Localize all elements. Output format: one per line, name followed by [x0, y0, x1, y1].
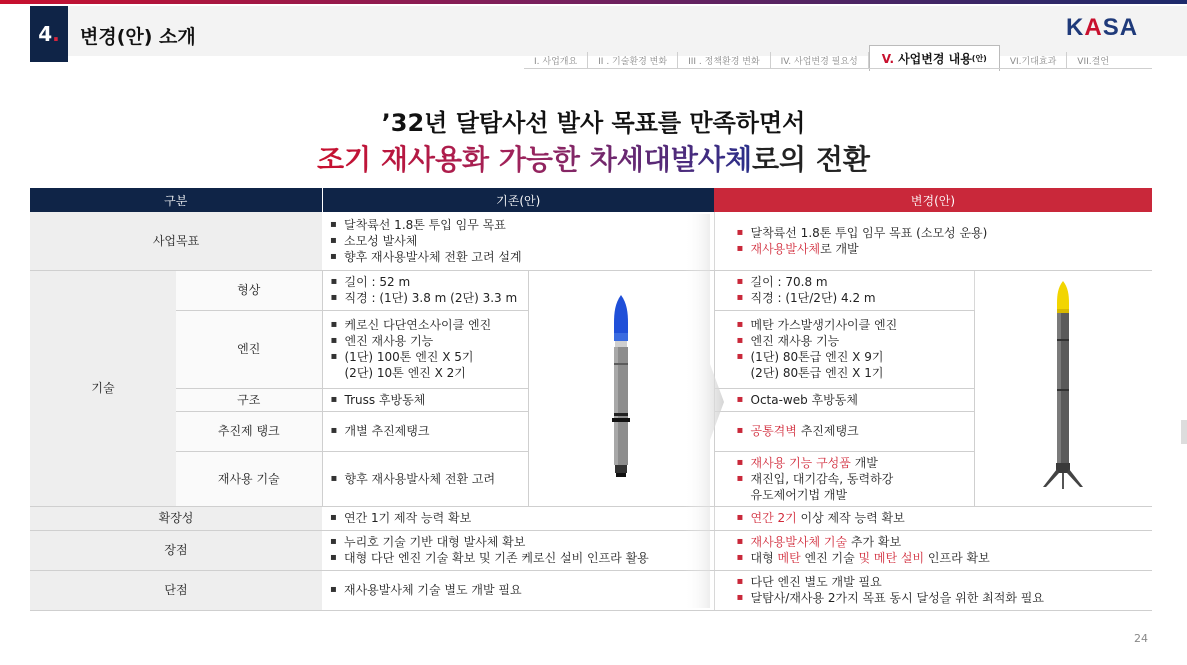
cons-changed-2: ▪ 달탐사/재사용 2가지 목표 동시 달성을 위한 최적화 필요 [737, 590, 1145, 606]
reuse-changed-1: ▪ 재사용 기능 구성품 개발 [737, 455, 966, 471]
structure-existing-1: ▪ Truss 후방동체 [331, 392, 520, 408]
goal-existing-2: ▪ 소모성 발사체 [330, 233, 706, 249]
engine-changed [714, 310, 974, 388]
headline-line1: ’32년 달탐사선 발사 목표를 만족하면서 [381, 109, 806, 137]
section-title: 변경(안) 소개 [80, 26, 196, 48]
row-shape [30, 270, 1152, 310]
goal-existing [322, 212, 714, 270]
reuse-existing-1: ▪ 향후 재사용발사체 전환 고려 [331, 471, 520, 487]
expand-changed [714, 506, 1152, 530]
structure-changed-1: ▪ Octa-web 후방동체 [737, 392, 966, 408]
expand-existing-1: ▪ 연간 1기 제작 능력 확보 [330, 510, 706, 526]
label-reuse: 재사용 기술 [176, 451, 322, 506]
structure-existing [322, 388, 528, 411]
nav-item-4[interactable]: IV. 사업변경 필요성 [771, 52, 869, 68]
label-structure: 구조 [176, 388, 322, 411]
goal-existing-3: ▪ 향후 재사용발사체 전환 고려 설계 [330, 249, 706, 265]
changed-rocket-image [974, 270, 1152, 506]
label-tank: 추진제 탱크 [176, 411, 322, 451]
expand-changed-1: ▪ 연간 2기 이상 제작 능력 확보 [737, 510, 1145, 526]
label-pros: 장점 [30, 530, 322, 570]
existing-rocket-image [528, 270, 714, 506]
kasa-logo: KASA [1066, 14, 1139, 41]
scroll-edge-mark [1181, 420, 1187, 444]
nav-item-7[interactable]: VII.결언 [1077, 56, 1110, 67]
engine-existing-extra: (2단) 10톤 엔진 X 2기 [344, 366, 466, 380]
goal-changed-1: ▪ 달착륙선 1.8톤 투입 임무 목표 (소모성 운용) [737, 225, 1145, 241]
shape-existing [322, 270, 528, 310]
top-accent-line [0, 0, 1187, 4]
tank-changed [714, 411, 974, 451]
engine-changed-2: ▪ 엔진 재사용 기능 [737, 333, 966, 349]
pros-existing-1: ▪ 누리호 기술 기반 대형 발사체 확보 [330, 534, 706, 550]
engine-changed-1: ▪ 메탄 가스발생기사이클 엔진 [737, 317, 966, 333]
shape-changed [714, 270, 974, 310]
label-tech: 기술 [30, 270, 176, 506]
label-cons: 단점 [30, 570, 322, 610]
pros-changed-2: ▪ 대형 메탄 엔진 기술 및 메탄 설비 인프라 확보 [737, 550, 1145, 566]
nav-item-6[interactable]: VI.기대효과 [1000, 52, 1067, 68]
engine-existing-1: ▪ 케로신 다단연소사이클 엔진 [331, 317, 520, 333]
tank-changed-1: ▪ 공통격벽 추진제탱크 [737, 423, 966, 439]
engine-existing [322, 310, 528, 388]
goal-existing-1: ▪ 달착륙선 1.8톤 투입 임무 목표 [330, 217, 706, 233]
reuse-existing [322, 451, 528, 506]
row-pros [30, 530, 1152, 570]
expand-existing [322, 506, 714, 530]
comparison-table [30, 188, 1152, 611]
nav-item-1[interactable]: I. 사업개요 [524, 52, 588, 68]
nav-item-3[interactable]: III . 정책환경 변화 [678, 52, 771, 68]
label-shape: 형상 [176, 270, 322, 310]
engine-changed-3: ▪ (1단) 80톤급 엔진 X 9기 [737, 349, 966, 365]
pros-changed [714, 530, 1152, 570]
page-number: 24 [1134, 632, 1148, 645]
shape-existing-1: ▪ 길이 : 52 m [331, 274, 520, 290]
goal-changed [714, 212, 1152, 270]
cons-changed-1: ▪ 다단 엔진 별도 개발 필요 [737, 574, 1145, 590]
engine-existing-2: ▪ 엔진 재사용 기능 [331, 333, 520, 349]
reuse-changed [714, 451, 974, 506]
changed-rocket-icon [1033, 279, 1093, 493]
header-existing: 기존(안) [322, 188, 714, 212]
shape-changed-2: ▪ 직경 : (1단/2단) 4.2 m [737, 290, 966, 306]
section-number-badge: 4 . [30, 6, 68, 62]
pros-changed-1: ▪ 재사용발사체 기술 추가 확보 [737, 534, 1145, 550]
nav-item-2[interactable]: II . 기술환경 변화 [588, 52, 678, 68]
cons-existing [322, 570, 714, 610]
header-category: 구분 [30, 188, 322, 212]
label-goal: 사업목표 [30, 212, 322, 270]
label-expand: 확장성 [30, 506, 322, 530]
nav-underline [524, 68, 1152, 69]
existing-rocket-icon [601, 293, 641, 479]
engine-changed-extra: (2단) 80톤급 엔진 X 1기 [750, 366, 884, 380]
shape-existing-2: ▪ 직경 : (1단) 3.8 m (2단) 3.3 m [331, 290, 520, 306]
row-cons [30, 570, 1152, 610]
goal-changed-2: ▪ 재사용발사체로 개발 [737, 241, 1145, 257]
structure-changed [714, 388, 974, 411]
shape-changed-1: ▪ 길이 : 70.8 m [737, 274, 966, 290]
pros-existing [322, 530, 714, 570]
headline-line2: 조기 재사용화 가능한 차세대발사체로의 전환 [317, 143, 870, 176]
pros-existing-2: ▪ 대형 다단 엔진 기술 확보 및 기존 케로신 설비 인프라 활용 [330, 550, 706, 566]
cons-existing-1: ▪ 재사용발사체 기술 별도 개발 필요 [330, 582, 706, 598]
reuse-changed-extra: 유도제어기법 개발 [750, 487, 848, 502]
cons-changed [714, 570, 1152, 610]
engine-existing-3: ▪ (1단) 100톤 엔진 X 5기 [331, 349, 520, 365]
header-changed: 변경(안) [714, 188, 1152, 212]
tank-existing-1: ▪ 개별 추진제탱크 [331, 423, 520, 439]
tank-existing [322, 411, 528, 451]
row-expand [30, 506, 1152, 530]
reuse-changed-2: ▪ 재진입, 대기감속, 동력하강 [737, 471, 966, 487]
nav-item-5-active[interactable]: V. 사업변경 내용 (안) [869, 45, 1000, 71]
row-goal [30, 212, 1152, 270]
label-engine: 엔진 [176, 310, 322, 388]
